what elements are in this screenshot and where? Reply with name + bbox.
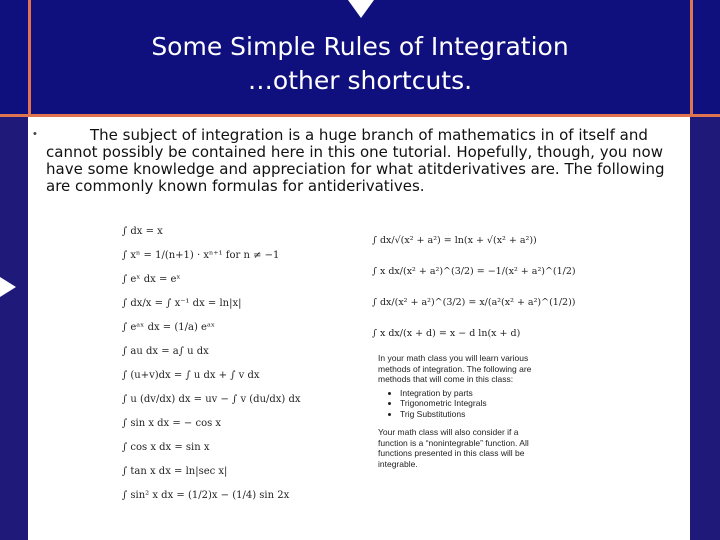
formula-list-right <box>372 225 576 349</box>
formula-list-left <box>122 220 362 508</box>
slide-title <box>60 30 660 98</box>
formula: ∫ (u+v)dx = ∫ u dx + ∫ v dx <box>122 370 260 381</box>
title-line-2: …other shortcuts. <box>247 66 473 95</box>
left-accent-line <box>28 0 31 117</box>
formula: ∫ x dx/(x² + a²)^(3/2) = −1/(x² + a²)^(1/2) <box>372 266 576 277</box>
formula: ∫ sin² x dx = (1/2)x − (1/4) sin 2x <box>122 490 290 501</box>
list-item: • Trig Substitutions <box>400 409 538 420</box>
note-intro: In your math class you will learn various methods of integration. The following are methods that will come in this class: <box>378 353 532 384</box>
formula: ∫ x dx/(x + d) = x − d ln(x + d) <box>372 328 521 339</box>
formula: ∫ eˣ dx = eˣ <box>122 274 181 285</box>
formula: ∫ xⁿ = 1/(n+1) · xⁿ⁺¹ for n ≠ −1 <box>122 250 280 261</box>
note-outro: Your math class will also consider if a function is a “nonintegrable” function. All functions presented in this class will be integrable. <box>378 427 529 469</box>
formula: ∫ dx = x <box>122 226 163 237</box>
bullet-icon: • <box>33 128 37 140</box>
title-line-1: Some Simple Rules of Integration <box>151 32 569 61</box>
formula: ∫ dx/(x² + a²)^(3/2) = x/(a²(x² + a²)^(1/2)) <box>372 297 576 308</box>
list-item: • Integration by parts <box>400 388 538 399</box>
methods-note <box>378 353 538 469</box>
right-accent-line <box>690 0 693 117</box>
body-paragraph: The subject of integration is a huge branch of mathematics in of itself and cannot possibly be contained here in this one tutorial. Hopefully, though, you now have some knowledge and appreciation for what atitderivatives are. The following are commonly known formulas for antiderivatives. <box>46 126 665 195</box>
formula: ∫ dx/x = ∫ x⁻¹ dx = ln|x| <box>122 298 242 309</box>
next-slide-arrow-icon[interactable] <box>0 277 16 297</box>
list-item: • Trigonometric Integrals <box>400 398 538 409</box>
top-triangle-icon <box>348 0 374 18</box>
formula: ∫ cos x dx = sin x <box>122 442 210 453</box>
formula: ∫ dx/√(x² + a²) = ln(x + √(x² + a²)) <box>372 235 537 246</box>
formula: ∫ au dx = a∫ u dx <box>122 346 209 357</box>
formula: ∫ eᵃˣ dx = (1/a) eᵃˣ <box>122 322 216 333</box>
methods-list <box>378 388 538 420</box>
formula: ∫ u (dv/dx) dx = uv − ∫ v (du/dx) dx <box>122 394 301 405</box>
formula: ∫ sin x dx = − cos x <box>122 418 222 429</box>
formula: ∫ tan x dx = ln|sec x| <box>122 466 228 477</box>
